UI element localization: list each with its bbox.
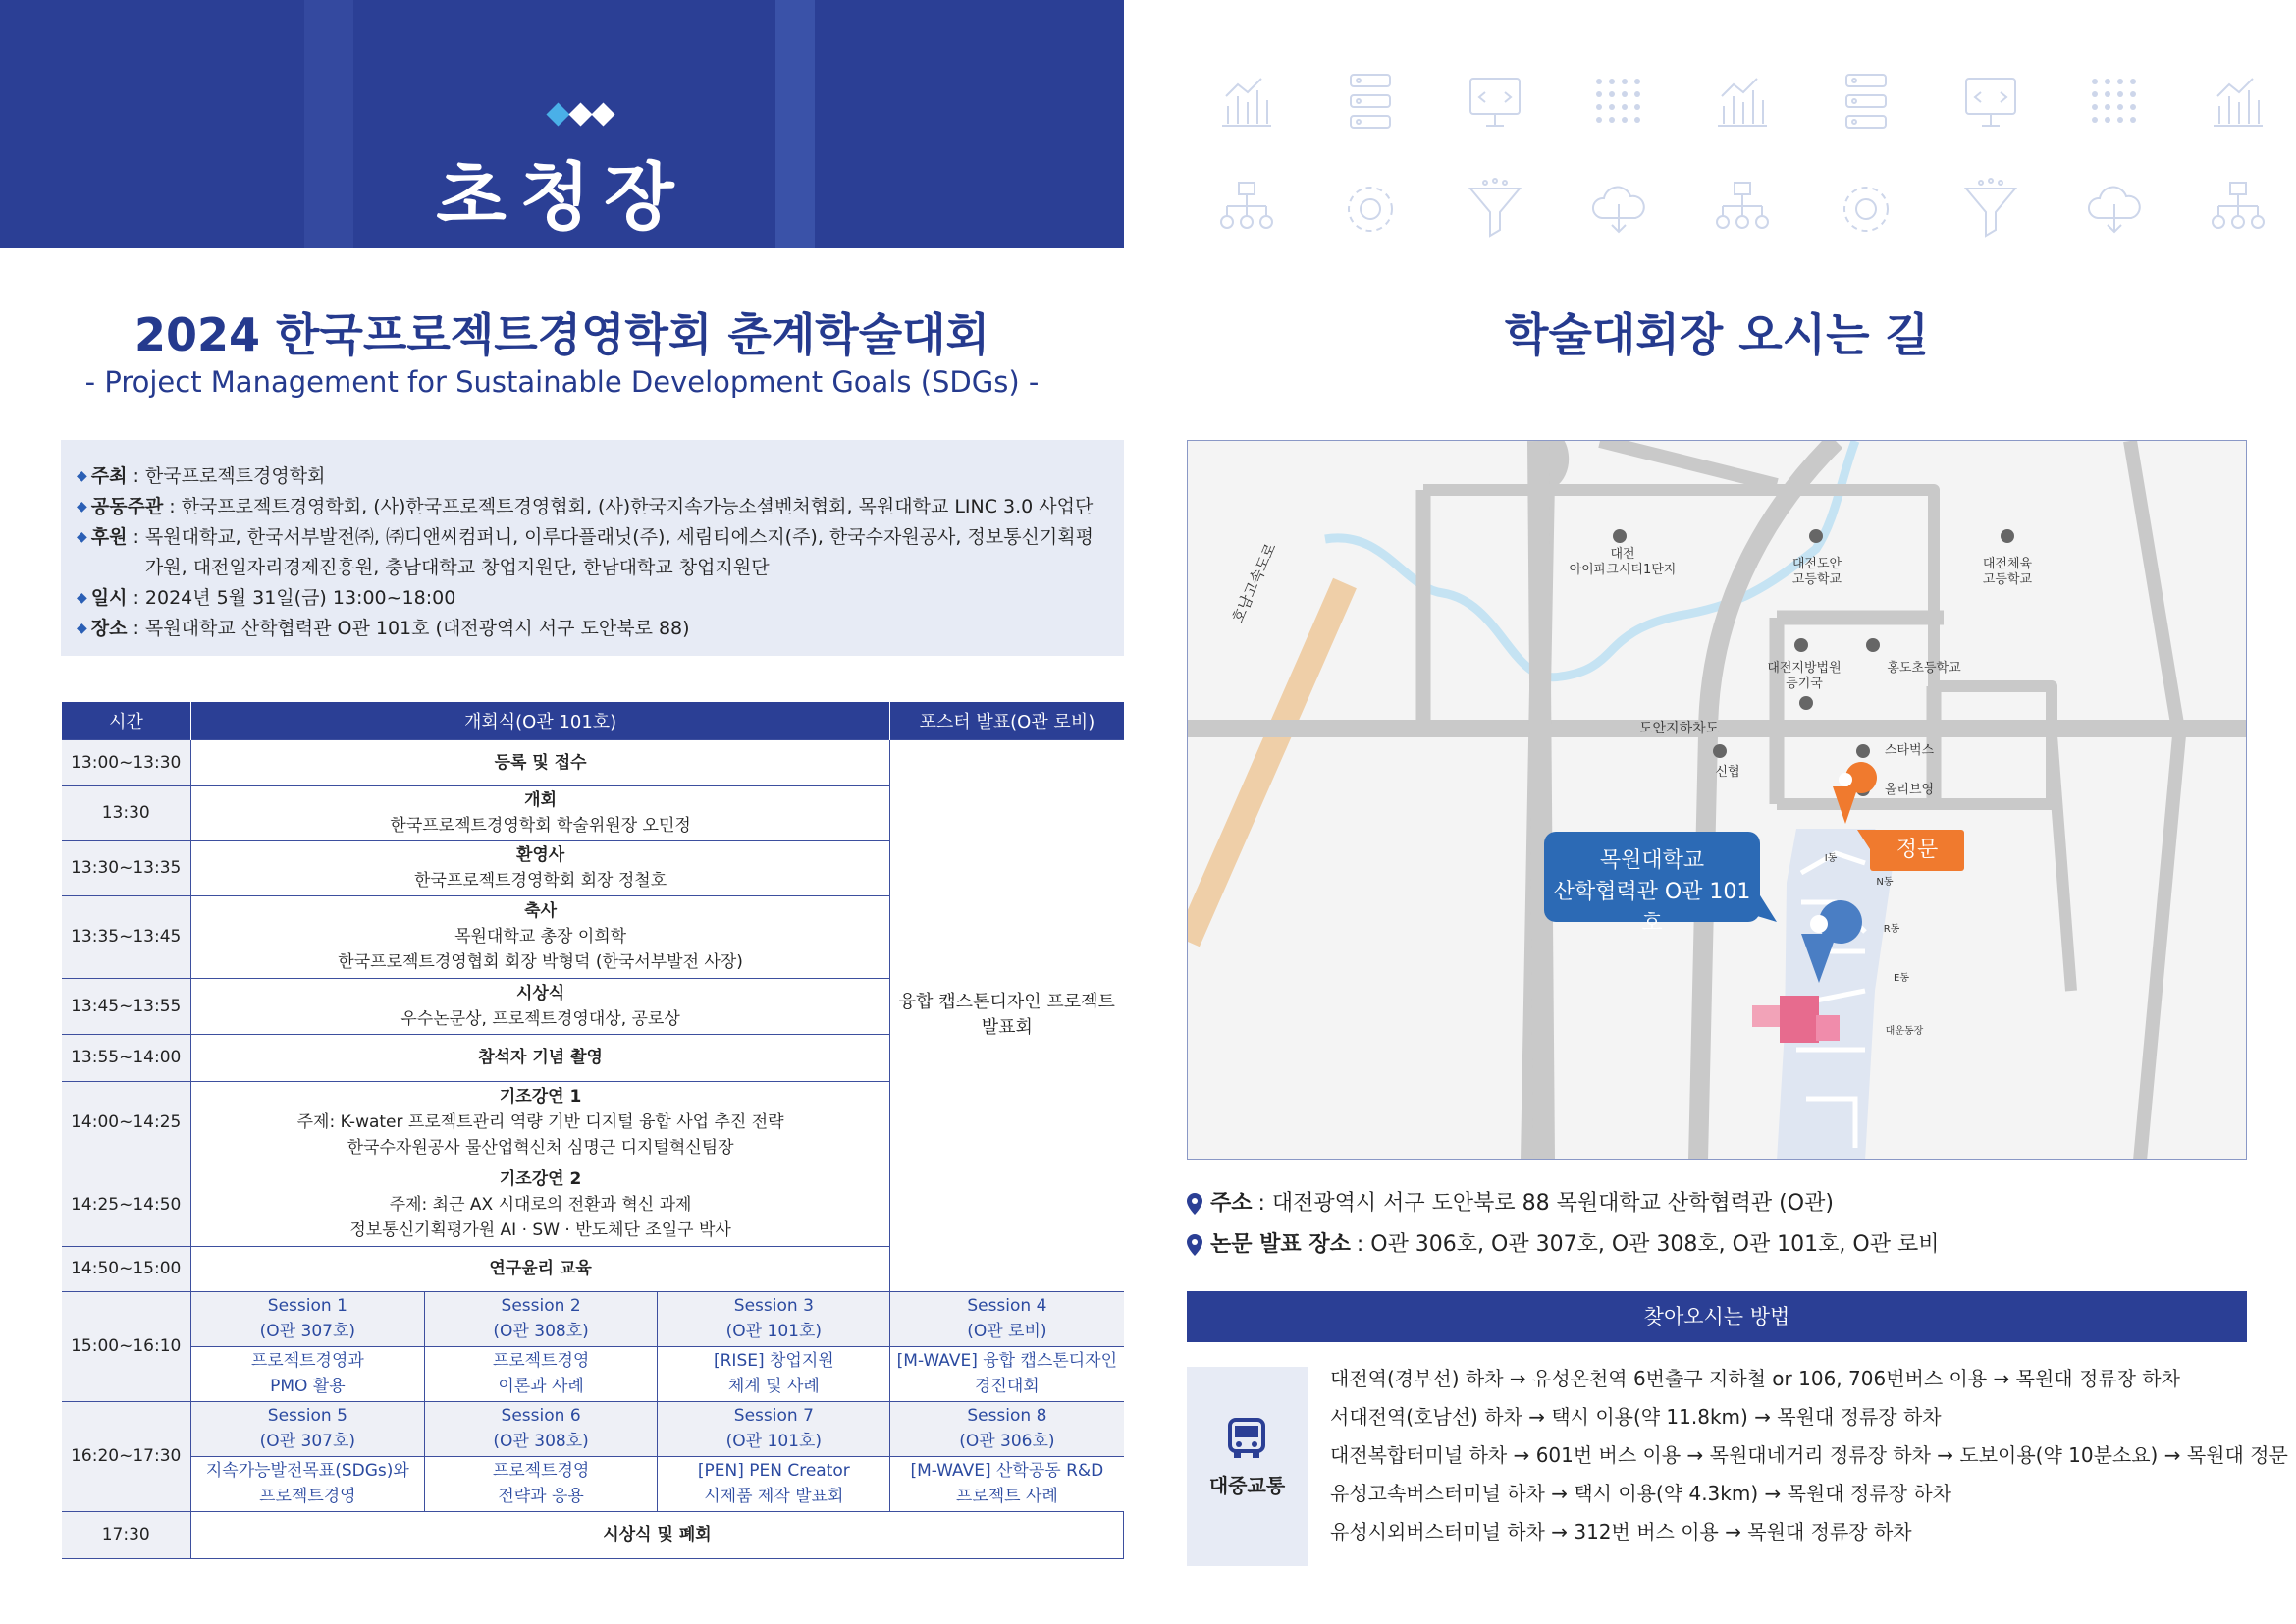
session-name: Session 3	[733, 1296, 814, 1316]
icon-row	[1212, 67, 2272, 175]
program-line: 주제: 최근 AX 시대로의 전환과 혁신 과제	[389, 1195, 692, 1215]
program-line: 환영사	[515, 845, 565, 865]
program-cell	[190, 1246, 889, 1291]
event-subtitle: - Project Management for Sustainable Development Goals (SDGs) -	[84, 365, 1040, 399]
gear-cycle-icon	[1336, 175, 1405, 244]
icon-row	[1212, 175, 2272, 283]
time-cell: 15:00~16:10	[62, 1291, 191, 1401]
venue-callout-line: 목원대학교	[1599, 848, 1705, 873]
session-room: (O관 101호)	[725, 1322, 823, 1341]
header-time: 시간	[62, 702, 191, 739]
direction-item: 서대전역(호남선) 하차 → 택시 이용(약 11.8km) → 목원대 정류장 하차	[1330, 1405, 1942, 1429]
network-tree-icon	[2204, 175, 2272, 244]
info-value: 목원대학교, 한국서부발전㈜, ㈜디앤씨컴퍼니, 이루다플래닛(주), 세림티에스지(주), 한국수자원공사, 정보통신기획평가원, 대전일자리경제진흥원, 충남대학교 창업지원단, 한남대학교 창업지원단	[144, 526, 1094, 578]
server-icon	[1832, 67, 1900, 135]
session-cell	[424, 1291, 658, 1346]
session-topic-row	[62, 1346, 1124, 1401]
session-topic-cell	[658, 1346, 890, 1401]
info-value: 한국프로젝트경영학회	[144, 465, 326, 487]
program-cell	[190, 785, 889, 840]
program-cell	[190, 1164, 889, 1246]
session-name: Session 1	[267, 1296, 347, 1316]
session-topic: PMO 활용	[270, 1377, 346, 1396]
venues-row	[1187, 1224, 1939, 1266]
program-cell	[190, 840, 889, 895]
diamond-bullet-icon: ◆	[77, 499, 87, 514]
session-topic: 프로젝트경영	[492, 1461, 590, 1481]
funnel-icon	[1461, 175, 1529, 244]
transit-box	[1187, 1367, 1308, 1566]
map-label-building-n: N동	[1876, 877, 1894, 888]
venue-callout	[1544, 832, 1760, 936]
schedule-table	[61, 702, 1124, 1559]
session-name: Session 6	[501, 1406, 581, 1426]
map-label-starbucks: 스타벅스	[1884, 743, 1935, 758]
map-label-underpass: 도안지하차도	[1639, 721, 1720, 736]
program-line: 한국프로젝트경영학회 회장 정철호	[414, 871, 667, 891]
session-topic: 프로젝트 사례	[955, 1487, 1058, 1506]
info-key: 일시	[90, 587, 128, 609]
invitation-banner	[0, 0, 1124, 248]
map-label-doan-highschool: 대전도안 고등학교	[1791, 557, 1842, 587]
session-name: Session 7	[733, 1406, 814, 1426]
diamond-bullet-icon: ◆	[77, 590, 87, 606]
header-opening: 개회식(O관 101호)	[190, 702, 889, 739]
session-name: Session 4	[967, 1296, 1047, 1316]
map-label-shinhyup: 신협	[1715, 765, 1740, 780]
location-pin-icon	[1187, 1234, 1202, 1256]
gate-pin-icon	[1833, 762, 1877, 824]
map-label-building-r: R동	[1883, 924, 1900, 935]
program-cell	[190, 978, 889, 1034]
program-cell: 시상식 및 폐회	[190, 1511, 1123, 1558]
server-icon	[1336, 67, 1405, 135]
info-key: 후원	[90, 526, 128, 548]
program-line: 한국수자원공사 물산업혁신처 심명근 디지털혁신팀장	[347, 1138, 734, 1158]
bar-chart-icon	[2204, 67, 2272, 135]
address-row	[1187, 1183, 1939, 1224]
table-row	[62, 1511, 1124, 1558]
program-cell	[190, 895, 889, 978]
invitation-title: 초청장	[436, 155, 688, 240]
session-topic: [M-WAVE] 융합 캡스톤디자인	[896, 1351, 1118, 1371]
session-topic-cell	[658, 1456, 890, 1511]
program-line: 목원대학교 총장 이희학	[454, 927, 627, 947]
map-label-stadium: 대운동장	[1885, 1026, 1924, 1037]
program-line: 한국프로젝트경영학회 학술위원장 오민정	[390, 816, 691, 836]
session-topic-cell	[424, 1456, 658, 1511]
session-topic-cell	[190, 1346, 424, 1401]
network-tree-icon	[1212, 175, 1281, 244]
grid-dots-icon	[2080, 67, 2149, 135]
session-header-row	[62, 1291, 1124, 1346]
time-cell: 13:55~14:00	[62, 1034, 191, 1081]
program-line: 연구윤리 교육	[489, 1259, 592, 1278]
venue-callout-line: 산학협력관 O관 101호	[1553, 880, 1751, 936]
session-cell	[890, 1291, 1124, 1346]
time-cell: 13:35~13:45	[62, 895, 191, 978]
map-label-court: 대전지방법원 등기국	[1767, 661, 1842, 691]
session-topic: 프로젝트경영과	[250, 1351, 364, 1371]
map-label-oliveyoung: 올리브영	[1884, 783, 1935, 797]
info-value: 2024년 5월 31일(금) 13:00~18:00	[144, 587, 456, 609]
session-room: (O관 308호)	[493, 1432, 589, 1451]
program-line: 한국프로젝트경영협회 회장 박형덕 (한국서부발전 사장)	[338, 952, 743, 972]
diamond-ornament-icon	[550, 106, 612, 123]
session-header-row	[62, 1401, 1124, 1456]
diamond-bullet-icon: ◆	[77, 621, 87, 636]
diamond-bullet-icon: ◆	[77, 468, 87, 484]
info-row-date: ◆ 일시 : 2024년 5월 31일(금) 13:00~18:00	[77, 583, 1104, 614]
time-cell: 16:20~17:30	[62, 1401, 191, 1511]
venues-key: 논문 발표 장소	[1210, 1232, 1351, 1257]
session-topic: [RISE] 창업지원	[713, 1351, 834, 1371]
location-pin-icon	[1187, 1193, 1202, 1215]
directions-header: 찾아오시는 방법	[1187, 1291, 2247, 1342]
session-topic-cell	[424, 1346, 658, 1401]
direction-item: 유성고속버스터미널 하차 → 택시 이용(약 4.3km) → 목원대 정류장 하차	[1330, 1482, 1951, 1505]
time-cell: 13:45~13:55	[62, 978, 191, 1034]
program-line: 우수논문상, 프로젝트경영대상, 공로상	[400, 1008, 680, 1029]
direction-item: 유성시외버스터미널 하차 → 312번 버스 이용 → 목원대 정류장 하차	[1330, 1520, 1912, 1543]
program-line: 기조강연 2	[499, 1169, 582, 1189]
session-topic: 전략과 응용	[498, 1487, 584, 1506]
session-room: (O관 307호)	[259, 1322, 356, 1341]
directions-list	[1330, 1360, 2288, 1551]
program-line: 시상식	[515, 983, 565, 1003]
session-name: Session 5	[267, 1406, 347, 1426]
info-value: 목원대학교 산학협력관 O관 101호 (대전광역시 서구 도안북로 88)	[144, 618, 690, 639]
diamond-bullet-icon: ◆	[77, 529, 87, 545]
venues-value: : O관 306호, O관 307호, O관 308호, O관 101호, O관 로비	[1356, 1232, 1940, 1257]
session-topic-cell	[890, 1456, 1124, 1511]
time-cell: 13:00~13:30	[62, 739, 191, 785]
session-room: (O관 101호)	[725, 1432, 823, 1451]
program-line: 정보통신기획평가원 AI · SW · 반도체단 조일구 박사	[349, 1220, 731, 1240]
session-topic: 체계 및 사례	[727, 1377, 820, 1396]
header-poster: 포스터 발표(O관 로비)	[890, 702, 1124, 739]
route-title: 학술대회장 오시는 길	[1505, 308, 1929, 361]
event-title: 2024 한국프로젝트경영학회 춘계학술대회	[133, 308, 990, 361]
address-value: : 대전광역시 서구 도안북로 88 목원대학교 산학협력관 (O관)	[1257, 1191, 1834, 1216]
session-topic-cell	[890, 1346, 1124, 1401]
cloud-download-icon	[2080, 175, 2149, 244]
info-key: 주최	[90, 465, 128, 487]
map-drawing	[1188, 441, 2247, 1160]
session-topic: 프로젝트경영	[492, 1351, 590, 1371]
map-label-building-i: I동	[1824, 853, 1838, 864]
session-topic: 프로젝트경영	[259, 1487, 356, 1506]
session-room: (O관 로비)	[967, 1322, 1047, 1341]
session-name: Session 8	[967, 1406, 1047, 1426]
session-topic: 지속가능발전목표(SDGs)와	[205, 1461, 409, 1481]
session-topic: 경진대회	[975, 1377, 1040, 1396]
funnel-icon	[1956, 175, 2025, 244]
transit-label: 대중교통	[1208, 1474, 1286, 1497]
session-topic: 시제품 제작 발표회	[704, 1487, 844, 1506]
time-cell: 13:30	[62, 785, 191, 840]
program-line: 주제: K-water 프로젝트관리 역량 기반 디지털 융합 사업 추진 전략	[296, 1112, 784, 1132]
session-name: Session 2	[501, 1296, 581, 1316]
info-value: 한국프로젝트경영학회, (사)한국프로젝트경영협회, (사)한국지속가능소셜벤처협회, 목원대학교 LINC 3.0 사업단	[181, 496, 1094, 517]
program-cell	[190, 739, 889, 785]
info-row-venue: ◆ 장소 : 목원대학교 산학협력관 O관 101호 (대전광역시 서구 도안북로 88)	[77, 614, 1104, 644]
network-tree-icon	[1708, 175, 1777, 244]
direction-item: 대전역(경부선) 하차 → 유성온천역 6번출구 지하철 or 106, 706번버스 이용 → 목원대 정류장 하차	[1330, 1367, 2180, 1390]
session-cell	[190, 1401, 424, 1456]
address-key: 주소	[1210, 1191, 1253, 1216]
time-cell: 14:25~14:50	[62, 1164, 191, 1246]
decorative-icon-pattern	[1212, 67, 2272, 283]
program-line: 개회	[524, 790, 558, 810]
map-label-sports-highschool: 대전체육 고등학교	[1982, 557, 2033, 587]
session-room: (O관 306호)	[959, 1432, 1055, 1451]
schedule-header-row	[62, 702, 1124, 739]
address-block	[1187, 1183, 1939, 1266]
session-room: (O관 307호)	[259, 1432, 356, 1451]
info-row-sponsor: ◆ 후원 : 목원대학교, 한국서부발전㈜, ㈜디앤씨컴퍼니, 이루다플래닛(주), 세림티에스지(주), 한국수자원공사, 정보통신기획평가원, 대전일자리경제진흥원, 충남대학교 창업지원단, 한남대학교 창업지원단	[77, 522, 1104, 583]
session-cell	[424, 1401, 658, 1456]
bar-chart-icon	[1708, 67, 1777, 135]
info-row-host: ◆ 주최 : 한국프로젝트경영학회	[77, 461, 1104, 492]
time-cell: 14:50~15:00	[62, 1246, 191, 1291]
gate-label: 정문	[1870, 830, 1964, 871]
map-label-elementary: 홍도초등학교	[1887, 661, 1961, 676]
session-cell	[658, 1291, 890, 1346]
cloud-download-icon	[1584, 175, 1653, 244]
session-topic: [M-WAVE] 산학공동 R&D	[910, 1461, 1104, 1481]
time-cell: 17:30	[62, 1511, 191, 1558]
time-cell: 14:00~14:25	[62, 1081, 191, 1164]
bar-chart-icon	[1212, 67, 1281, 135]
grid-dots-icon	[1584, 67, 1653, 135]
session-topic-cell	[190, 1456, 424, 1511]
session-cell	[890, 1401, 1124, 1456]
poster-cell: 융합 캡스톤디자인 프로젝트 발표회	[890, 739, 1124, 1291]
bus-icon	[1224, 1416, 1269, 1461]
monitor-code-icon	[1956, 67, 2025, 135]
table-row	[62, 739, 1124, 785]
program-cell	[190, 1081, 889, 1164]
session-topic: [PEN] PEN Creator	[697, 1461, 850, 1481]
map-label-highway: 호남고속도로	[1228, 540, 1280, 626]
map-label-apartment: 대전 아이파크시티1단지	[1569, 547, 1677, 577]
program-line: 기조강연 1	[499, 1087, 582, 1107]
monitor-code-icon	[1461, 67, 1529, 135]
info-key: 공동주관	[90, 496, 164, 517]
event-info-box	[61, 440, 1124, 656]
session-topic-row	[62, 1456, 1124, 1511]
program-line: 축사	[524, 901, 558, 921]
info-key: 장소	[90, 618, 128, 639]
session-topic: 이론과 사례	[498, 1377, 584, 1396]
location-map[interactable]	[1187, 440, 2247, 1160]
program-line: 참석자 기념 촬영	[478, 1048, 603, 1067]
program-line: 등록 및 접수	[494, 752, 587, 773]
session-room: (O관 308호)	[493, 1322, 589, 1341]
program-cell	[190, 1034, 889, 1081]
direction-item: 대전복합터미널 하차 → 601번 버스 이용 → 목원대네거리 정류장 하차 → 도보이용(약 10분소요) → 목원대 정문	[1330, 1443, 2288, 1467]
session-cell	[658, 1401, 890, 1456]
session-cell	[190, 1291, 424, 1346]
info-row-co-organizer: ◆ 공동주관 : 한국프로젝트경영학회, (사)한국프로젝트경영협회, (사)한국지속가능소셜벤처협회, 목원대학교 LINC 3.0 사업단	[77, 492, 1104, 522]
gear-cycle-icon	[1832, 175, 1900, 244]
time-cell: 13:30~13:35	[62, 840, 191, 895]
map-label-building-e: E동	[1894, 973, 1909, 984]
highway	[1188, 583, 1345, 942]
